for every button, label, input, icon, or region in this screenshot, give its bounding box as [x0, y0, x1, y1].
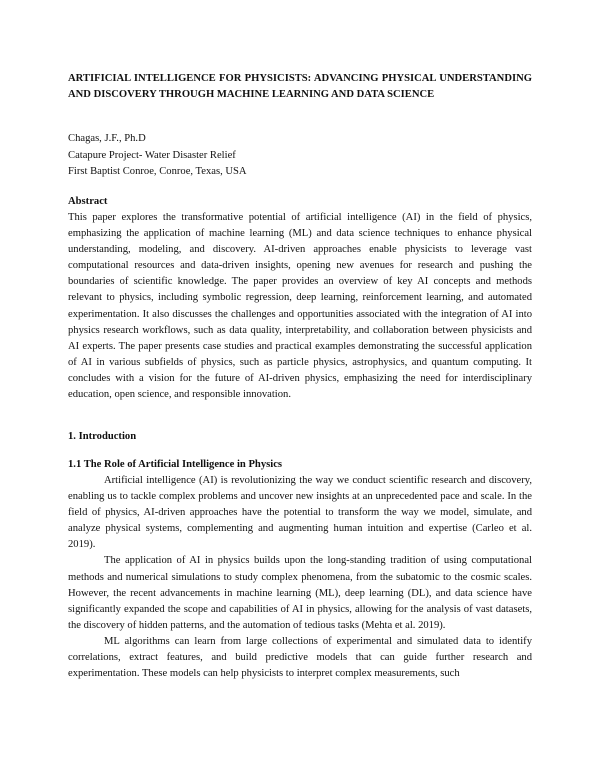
paragraph: ML algorithms can learn from large collections of experimental and simulated data to identify correlations, extract features, and build predictive models that can guide further research and experimentation. These models can help physicists to interpret complex measurements, such: [68, 635, 532, 680]
paragraph: Artificial intelligence (AI) is revolutionizing the way we conduct scientific research and discovery, enabling us to tackle complex problems and uncover new insights at an unprecedented pace and scale. In the field of physics, AI-driven approaches have the potential to transform the way we model, simulate, and analyze physical systems, complementing and augmenting human intuition and expertise (Carleo et al. 2019).: [68, 475, 532, 551]
author-block: [68, 131, 532, 181]
subsection-heading-role-of-ai: 1.1 The Role of Artificial Intelligence in Physics: [68, 459, 283, 470]
section-heading-introduction: 1. Introduction: [68, 431, 137, 442]
author-name: Chagas, J.F., Ph.D: [68, 133, 146, 144]
paper-title: ARTIFICIAL INTELLIGENCE FOR PHYSICISTS: ADVANCING PHYSICAL UNDERSTANDING AND DISCOVERY THROUGH MACHINE LEARNING AND DATA SCIENCE: [68, 73, 532, 100]
abstract-heading: Abstract: [68, 196, 108, 207]
abstract-text: This paper explores the transformative potential of artificial intelligence (AI) in the field of physics, emphasizing the application of machine learning (ML) and data science techniques to enhance physical understanding, modeling, and discovery. AI-driven approaches enable physicists to leverage vast computational resources and data-driven insights, opening new avenues for research and pushing the boundaries of scientific knowledge. The paper provides an overview of key AI concepts and methods relevant to physics, including symbolic regression, deep learning, reinforcement learning, and automated experimentation. It also discusses the challenges and opportunities associated with the integration of AI into physics research workflows, such as data quality, interpretability, and collaboration between physicists and AI experts. The paper presents case studies and practical examples demonstrating the successful application of AI in various subfields of physics, such as particle physics, astrophysics, and quantum computing. It concludes with a vision for the future of AI-driven physics, emphasizing the need for interdisciplinary education, open science, and responsible innovation.: [68, 212, 532, 401]
introduction-body: [68, 473, 532, 682]
author-affiliation-1: Catapure Project- Water Disaster Relief: [68, 149, 236, 161]
paragraph: The application of AI in physics builds upon the long-standing tradition of using computational methods and numerical simulations to study complex phenomena, from the subatomic to the cosmic scales. However, the recent advancements in machine learning (ML), deep learning (DL), and data science have significantly expanded the scope and capabilities of AI in physics, allowing for the analysis of vast datasets, the discovery of hidden patterns, and the automation of tedious tasks (Mehta et al. 2019).: [68, 555, 532, 631]
author-affiliation-2: First Baptist Conroe, Conroe, Texas, USA: [68, 166, 247, 177]
